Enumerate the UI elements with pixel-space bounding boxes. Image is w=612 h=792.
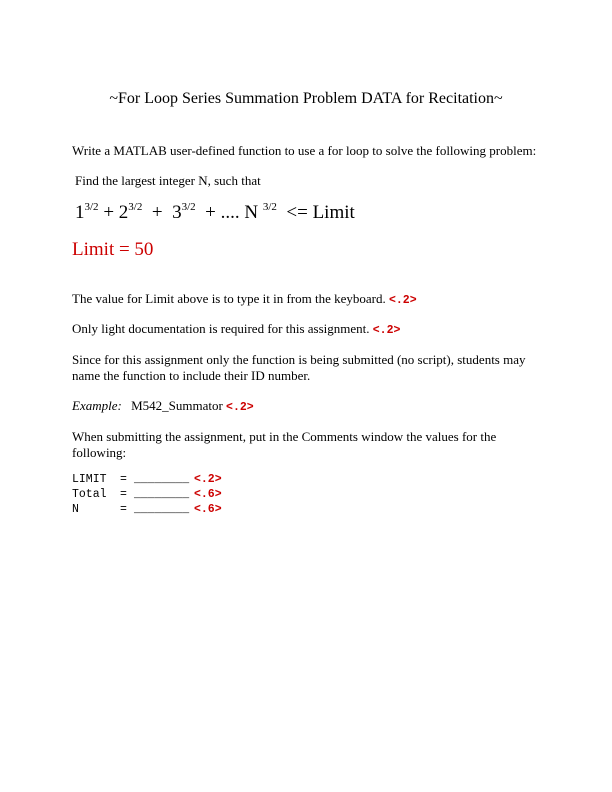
answer-row-n: N = ________ <.6> [72, 503, 222, 516]
answer-row-limit: LIMIT = ________ <.2> [72, 473, 222, 486]
find-text: Find the largest integer N, such that [75, 173, 261, 188]
keyboard-paragraph [72, 291, 417, 309]
keyboard-text: The value for Limit above is to type it in from the keyboard. [72, 291, 386, 306]
answer-points: <.2> [194, 473, 222, 486]
documentation-text: Only light documentation is required for this assignment. [72, 321, 370, 336]
example-points: <.2> [226, 401, 254, 414]
example-paragraph [72, 398, 254, 416]
example-label: Example: [72, 398, 122, 413]
series-equation [75, 202, 355, 224]
page-title: ~For Loop Series Summation Problem DATA for Recitation~ [109, 90, 503, 107]
equation-term-3: $3^{3/2}$ + .... [172, 201, 245, 223]
answer-blank: ________ [134, 488, 190, 501]
submit-paragraph: When submitting the assignment, put in the Comments window the values for the following: [72, 429, 497, 460]
answer-blank: ________ [134, 503, 190, 516]
keyboard-points: <.2> [388, 294, 417, 307]
documentation-paragraph [72, 321, 400, 339]
instruction-text: Write a MATLAB user-defined function to use a for loop to solve the following problem: [72, 143, 537, 158]
answer-blank: ________ [134, 473, 190, 486]
naming-paragraph: Since for this assignment only the function is being submitted (no script), students may name the function to include their ID number. [72, 352, 526, 383]
answer-points: <.6> [194, 503, 222, 516]
answer-points: <.6> [194, 488, 222, 501]
equation-term-n: N $^{3/2}$ <= Limit [244, 201, 355, 223]
example-value: M542_Summator [131, 398, 223, 413]
documentation-points: <.2> [372, 324, 401, 337]
answer-row-total: Total = ________ <.6> [72, 488, 222, 501]
limit-value: Limit = 50 [72, 239, 154, 260]
answers-list [72, 472, 222, 517]
equation-term-1: $1^{3/2}$ + [75, 201, 119, 223]
equation-term-2: $2^{3/2}$ + [118, 201, 173, 223]
